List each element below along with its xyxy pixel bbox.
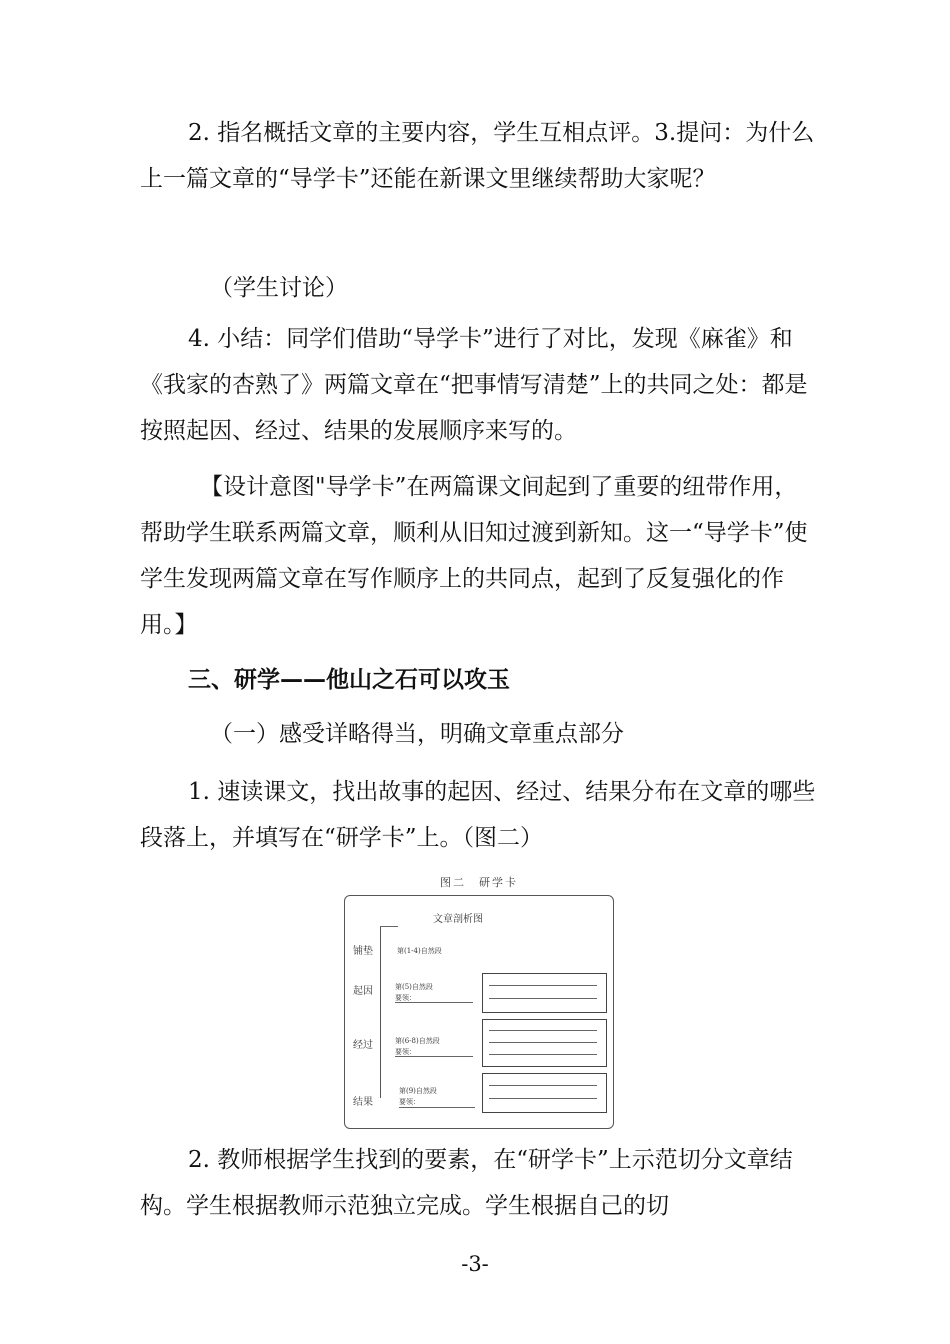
row-note-result: 要领： [399, 1098, 420, 1106]
paragraph-design-intent: 【设计意图"导学卡”在两篇课文间起到了重要的纽带作用，帮助学生联系两篇文章，顺利从旧知过渡到新知。这一“导学卡”使学生发现两篇文章在写作顺序上的共同点，起到了反复强化的作用。】 [140, 474, 808, 638]
answer-box-result[interactable] [482, 1073, 607, 1113]
row-para-setup: 第(1-4)自然段 [397, 947, 442, 955]
answer-box-cause[interactable] [482, 973, 607, 1013]
row-label-setup: 铺垫 [353, 946, 373, 957]
research-card-figure [344, 895, 614, 1129]
paragraph-conclusion: 4. 小结：同学们借助“导学卡”进行了对比，发现《麻雀》和《我家的杏熟了》两篇文章在“把事情写清楚”上的共同之处：都是按照起因、经过、结果的发展顺序来写的。 [140, 326, 808, 444]
figure-caption: 图二 研学卡 [440, 876, 518, 889]
row-label-cause: 起因 [353, 986, 373, 997]
paragraph-task-2: 2. 教师根据学生找到的要素，在“研学卡”上示范切分文章结构。学生根据教师示范独立完成。学生根据自己的切 [140, 1147, 793, 1219]
row-label-process: 经过 [353, 1040, 373, 1051]
row-note-cause: 要领： [395, 994, 416, 1002]
row-label-result: 结果 [353, 1097, 373, 1108]
subsection-heading: （一）感受详略得当，明确文章重点部分 [210, 721, 624, 747]
section-heading: 三、研学——他山之石可以攻玉 [188, 667, 510, 693]
paragraph-task-1: 1. 速读课文，找出故事的起因、经过、结果分布在文章的哪些段落上，并填写在“研学卡”上。（图二） [140, 779, 816, 851]
row-note-process: 要领： [395, 1048, 416, 1056]
row-para-process: 第(6-8)自然段 [395, 1037, 440, 1045]
answer-box-process[interactable] [482, 1019, 607, 1067]
row-para-result: 第(9)自然段 [399, 1087, 437, 1095]
row-para-cause: 第(5)自然段 [395, 983, 433, 991]
figure-title: 文章剖析图 [433, 914, 483, 925]
page-number: -3- [461, 1252, 489, 1276]
paragraph-summary: 2. 指名概括文章的主要内容，学生互相点评。3.提问：为什么上一篇文章的“导学卡”还能在新课文里继续帮助大家呢？ [140, 120, 815, 192]
paragraph-discussion: （学生讨论） [210, 275, 348, 301]
